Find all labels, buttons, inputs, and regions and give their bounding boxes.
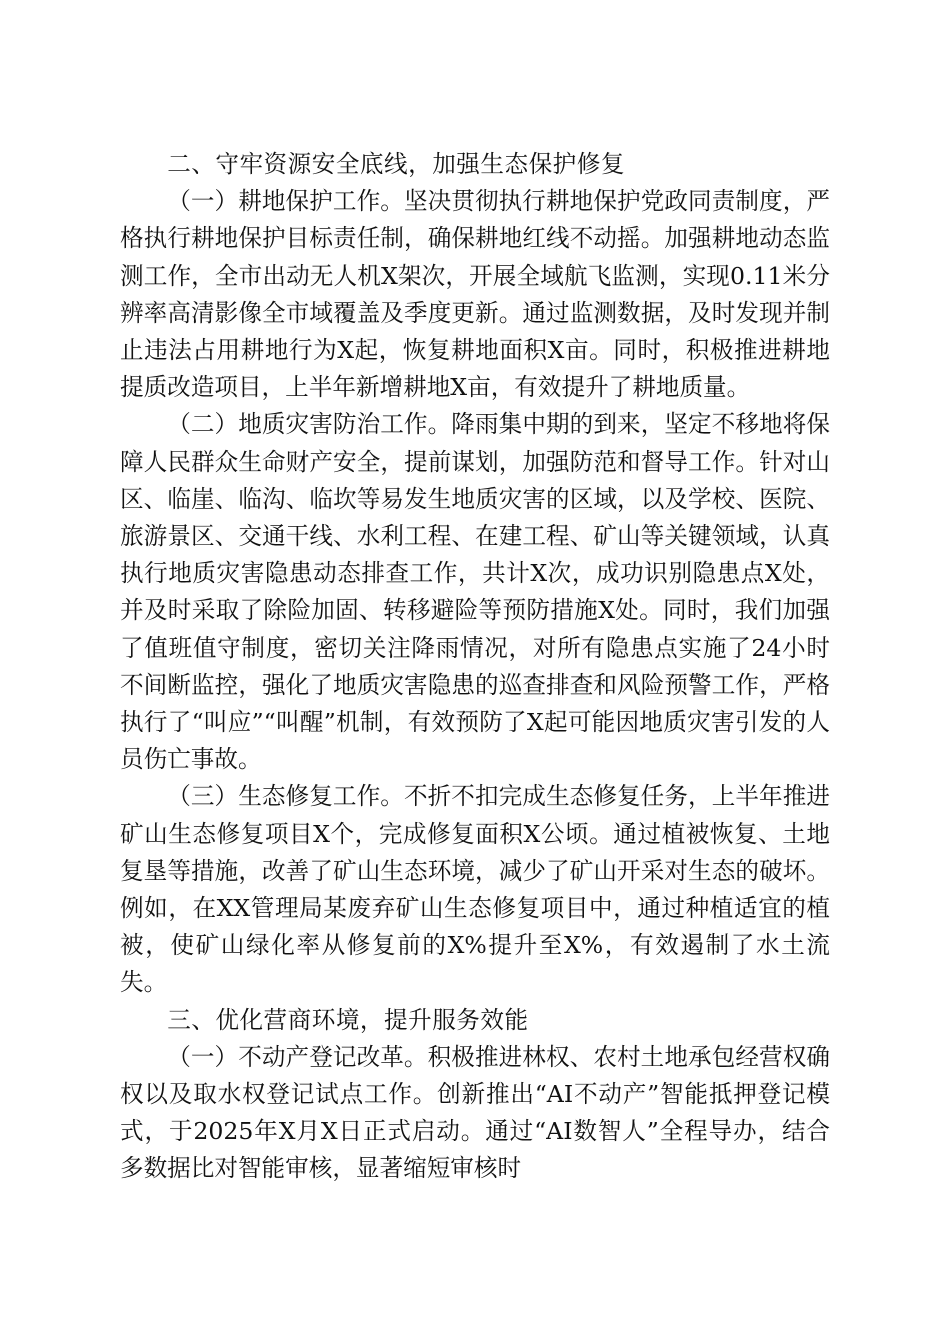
- paragraph-lead: （二）地质灾害防治工作。: [167, 410, 452, 439]
- section-three-heading: 三、优化营商环境，提升服务效能: [167, 1005, 529, 1034]
- paragraph-text: 积极推进林权、农村土地承包经营权确权以及取水权登记试点工作。创新推出“AI不动产”智能抵押登记模式，于2025年X月X日正式启动。通过“AI数智人”全程导办，结合多数据比对智能审核，显著缩短审核时: [120, 1042, 830, 1183]
- paragraph-lead: （一）不动产登记改革。: [167, 1042, 428, 1071]
- paragraph-geological-disaster: [120, 406, 830, 778]
- section-two-heading: 二、守牢资源安全底线，加强生态保护修复: [167, 150, 625, 178]
- paragraph-lead: （三）生态修复工作。: [167, 782, 404, 811]
- paragraph-farmland-protection: [120, 183, 830, 406]
- paragraph-text: 降雨集中期的到来，坚定不移地将保障人民群众生命财产安全，提前谋划，加强防范和督导工作。针对山区、临崖、临沟、临坎等易发生地质灾害的区域，以及学校、医院、旅游景区、交通干线、水利工程、在建工程、矿山等关键领域，认真执行地质灾害隐患动态排查工作，共计X次，成功识别隐患点X处，并及时采取了除险加固、转移避险等预防措施X处。同时，我们加强了值班值守制度，密切关注降雨情况，对所有隐患点实施了24小时不间断监控，强化了地质灾害隐患的巡查排查和风险预警工作，严格执行了“叫应”“叫醒”机制，有效预防了X起可能因地质灾害引发的人员伤亡事故。: [120, 410, 831, 774]
- paragraph-text: 不折不扣完成生态修复任务，上半年推进矿山生态修复项目X个，完成修复面积X公顷。通过植被恢复、土地复垦等措施，改善了矿山生态环境，减少了矿山开采对生态的破坏。例如，在XX管理局某废弃矿山生态修复项目中，通过种植适宜的植被，使矿山绿化率从修复前的X%提升至X%，有效遏制了水土流失。: [120, 782, 831, 997]
- paragraph-text: 坚决贯彻执行耕地保护党政同责制度，严格执行耕地保护目标责任制，确保耕地红线不动摇。加强耕地动态监测工作，全市出动无人机X架次，开展全域航飞监测，实现0.11米分辨率高清影像全市域覆盖及季度更新。通过监测数据，及时发现并制止违法占用耕地行为X起，恢复耕地面积X亩。同时，积极推进耕地提质改造项目，上半年新增耕地X亩，有效提升了耕地质量。: [120, 187, 831, 402]
- paragraph-ecological-restoration: [120, 778, 830, 1001]
- paragraph-lead: （一）耕地保护工作。: [167, 187, 404, 216]
- paragraph-real-estate-registration: [120, 1039, 830, 1188]
- document-body: [120, 146, 830, 1188]
